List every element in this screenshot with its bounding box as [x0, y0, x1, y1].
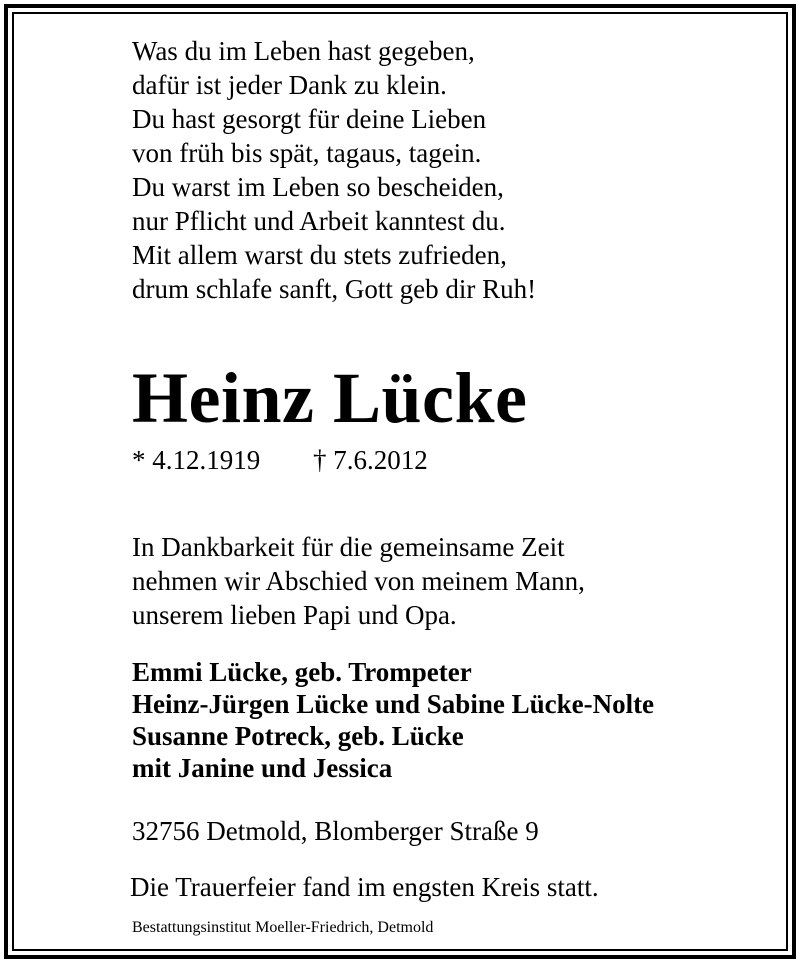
family-address: 32756 Detmold, Blomberger Straße 9: [132, 816, 539, 846]
memorial-poem: [132, 34, 752, 306]
farewell-message: [132, 530, 752, 632]
deceased-name: Heinz Lücke: [132, 358, 528, 438]
mourner-entry: Heinz-Jürgen Lücke und Sabine Lücke-Nolte: [132, 689, 655, 719]
message-line: nehmen wir Abschied von meinem Mann,: [132, 566, 585, 596]
mourner-entry: mit Janine und Jessica: [132, 753, 393, 783]
mourners-list: [132, 656, 752, 784]
poem-line: dafür ist jeder Dank zu klein.: [132, 70, 447, 100]
life-dates: [132, 444, 752, 476]
death-date: † 7.6.2012: [313, 445, 428, 475]
poem-line: drum schlafe sanft, Gott geb dir Ruh!: [132, 274, 537, 304]
mourner-entry: Emmi Lücke, geb. Trompeter: [132, 657, 472, 687]
birth-date: * 4.12.1919: [132, 445, 261, 475]
ceremony-note: Die Trauerfeier fand im engsten Kreis statt.: [130, 872, 599, 902]
poem-line: von früh bis spät, tagaus, tagein.: [132, 138, 482, 168]
poem-line: nur Pflicht und Arbeit kanntest du.: [132, 206, 506, 236]
poem-line: Was du im Leben hast gegeben,: [132, 36, 475, 66]
funeral-home: Bestattungsinstitut Moeller-Friedrich, Detmold: [132, 919, 434, 936]
message-line: In Dankbarkeit für die gemeinsame Zeit: [132, 532, 565, 562]
obituary-notice: [132, 34, 752, 938]
poem-line: Du hast gesorgt für deine Lieben: [132, 104, 487, 134]
poem-line: Mit allem warst du stets zufrieden,: [132, 240, 507, 270]
mourner-entry: Susanne Potreck, geb. Lücke: [132, 721, 464, 751]
message-line: unserem lieben Papi und Opa.: [132, 600, 457, 630]
poem-line: Du warst im Leben so bescheiden,: [132, 172, 504, 202]
